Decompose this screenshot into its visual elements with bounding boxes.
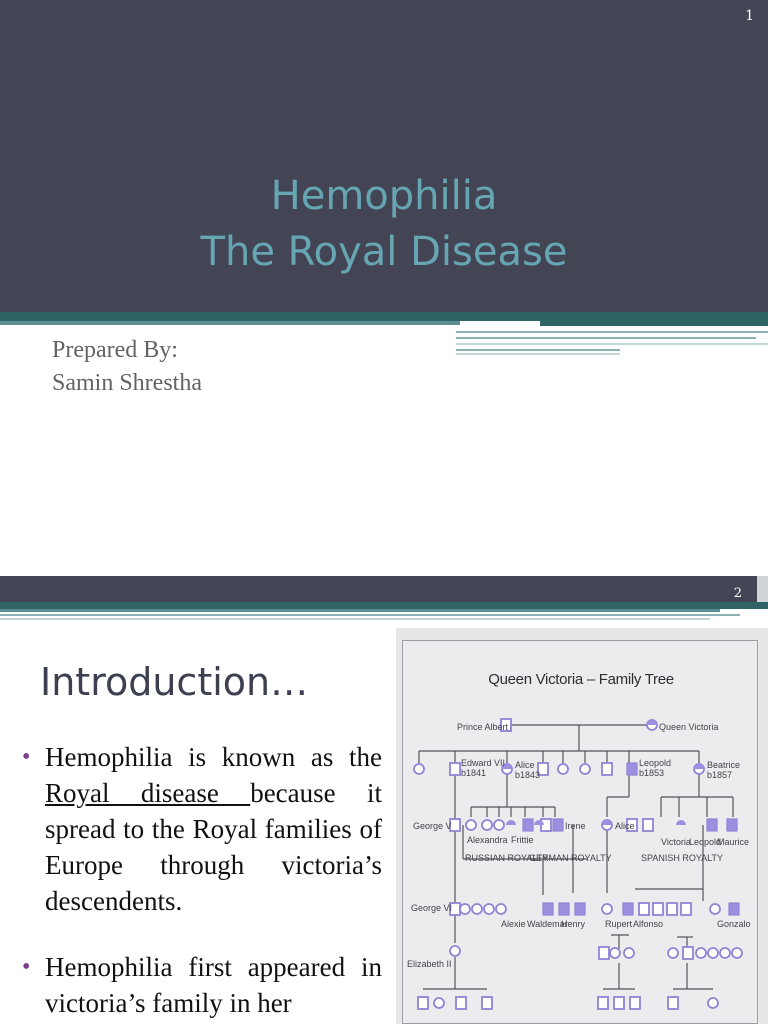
tree-label: b1857: [707, 770, 733, 780]
title-header-band: [0, 0, 768, 312]
teal-accent-band: [0, 602, 768, 609]
tree-label: GERMAN ROYALTY: [529, 853, 612, 863]
accent-line: [456, 353, 620, 355]
prepared-by-label: Prepared By:: [52, 337, 178, 363]
author-name: Samin Shrestha: [52, 370, 202, 396]
tree-label: RUSSIAN ROYALTY: [465, 853, 549, 863]
teal-accent-band-right: [540, 316, 768, 326]
tree-label: Rupert: [605, 919, 633, 929]
tree-label: Prince Albert: [457, 722, 509, 732]
tree-label: George VI: [411, 903, 453, 913]
tree-label: Alexandra: [467, 835, 508, 845]
tree-label: Waldemar: [527, 919, 568, 929]
accent-line: [456, 343, 768, 345]
slide-title: [0, 168, 768, 280]
tree-label: Alfonso: [633, 919, 664, 929]
tree-label: Frittie: [511, 835, 534, 845]
slide-2: [0, 576, 768, 1024]
slide-number: 1: [745, 8, 754, 24]
tree-label: Leopold: [689, 837, 722, 847]
tree-label: Elizabeth II: [407, 959, 452, 969]
tree-label: Irene: [565, 821, 586, 831]
accent-line: [456, 337, 756, 339]
author-block: [52, 334, 202, 400]
bullet-item: [22, 739, 382, 919]
bullet-text: because it spread to the Royal families of Europe through victoria’s descendents.: [45, 778, 382, 916]
accent-line: [456, 349, 620, 351]
tree-label: Gonzalo: [717, 919, 751, 929]
accent-line: [456, 331, 768, 333]
tree-label: b1841: [461, 768, 487, 778]
tree-label: George V: [413, 821, 452, 831]
slide-number: 2: [733, 586, 742, 601]
title-line-1: Hemophilia: [270, 173, 498, 219]
tree-label: Beatrice: [707, 760, 741, 770]
bullet-text: Hemophilia is known as the: [45, 742, 382, 772]
tree-label: Victoria: [661, 837, 691, 847]
slide-title: Introduction…: [40, 660, 309, 704]
tree-label: Maurice: [717, 837, 750, 847]
accent-line: [0, 618, 710, 620]
underlined-term: Royal disease: [45, 778, 251, 808]
bullet-dot: •: [22, 744, 31, 770]
tree-label: b1853: [639, 768, 665, 778]
slide-header-band: [0, 576, 768, 602]
accent-line: [0, 614, 740, 616]
tree-label: Alice: [615, 821, 635, 831]
tree-label: Alice: [515, 760, 535, 770]
tree-label: b1843: [515, 770, 541, 780]
bullet-dot: •: [22, 954, 31, 980]
bullet-list: [22, 739, 382, 1024]
family-tree-diagram: [403, 641, 759, 1024]
teal-accent-band-lower: [0, 609, 720, 612]
tree-label: SPANISH ROYALTY: [641, 853, 724, 863]
teal-accent-band-lower: [0, 321, 460, 325]
tree-label: Alexie: [501, 919, 526, 929]
family-tree-panel: [402, 640, 758, 1024]
tree-label: Leopold: [639, 758, 672, 768]
tree-title: Queen Victoria – Family Tree: [488, 671, 674, 688]
tree-label: Edward VII: [461, 758, 506, 768]
title-line-2: The Royal Disease: [200, 229, 568, 275]
family-tree-image: [396, 628, 768, 1024]
bullet-item: [22, 949, 382, 1021]
bullet-text: Hemophilia first appeared in victoria’s family in her: [45, 952, 382, 1018]
tree-label: Henry: [561, 919, 586, 929]
tree-label: Queen Victoria: [659, 722, 719, 732]
